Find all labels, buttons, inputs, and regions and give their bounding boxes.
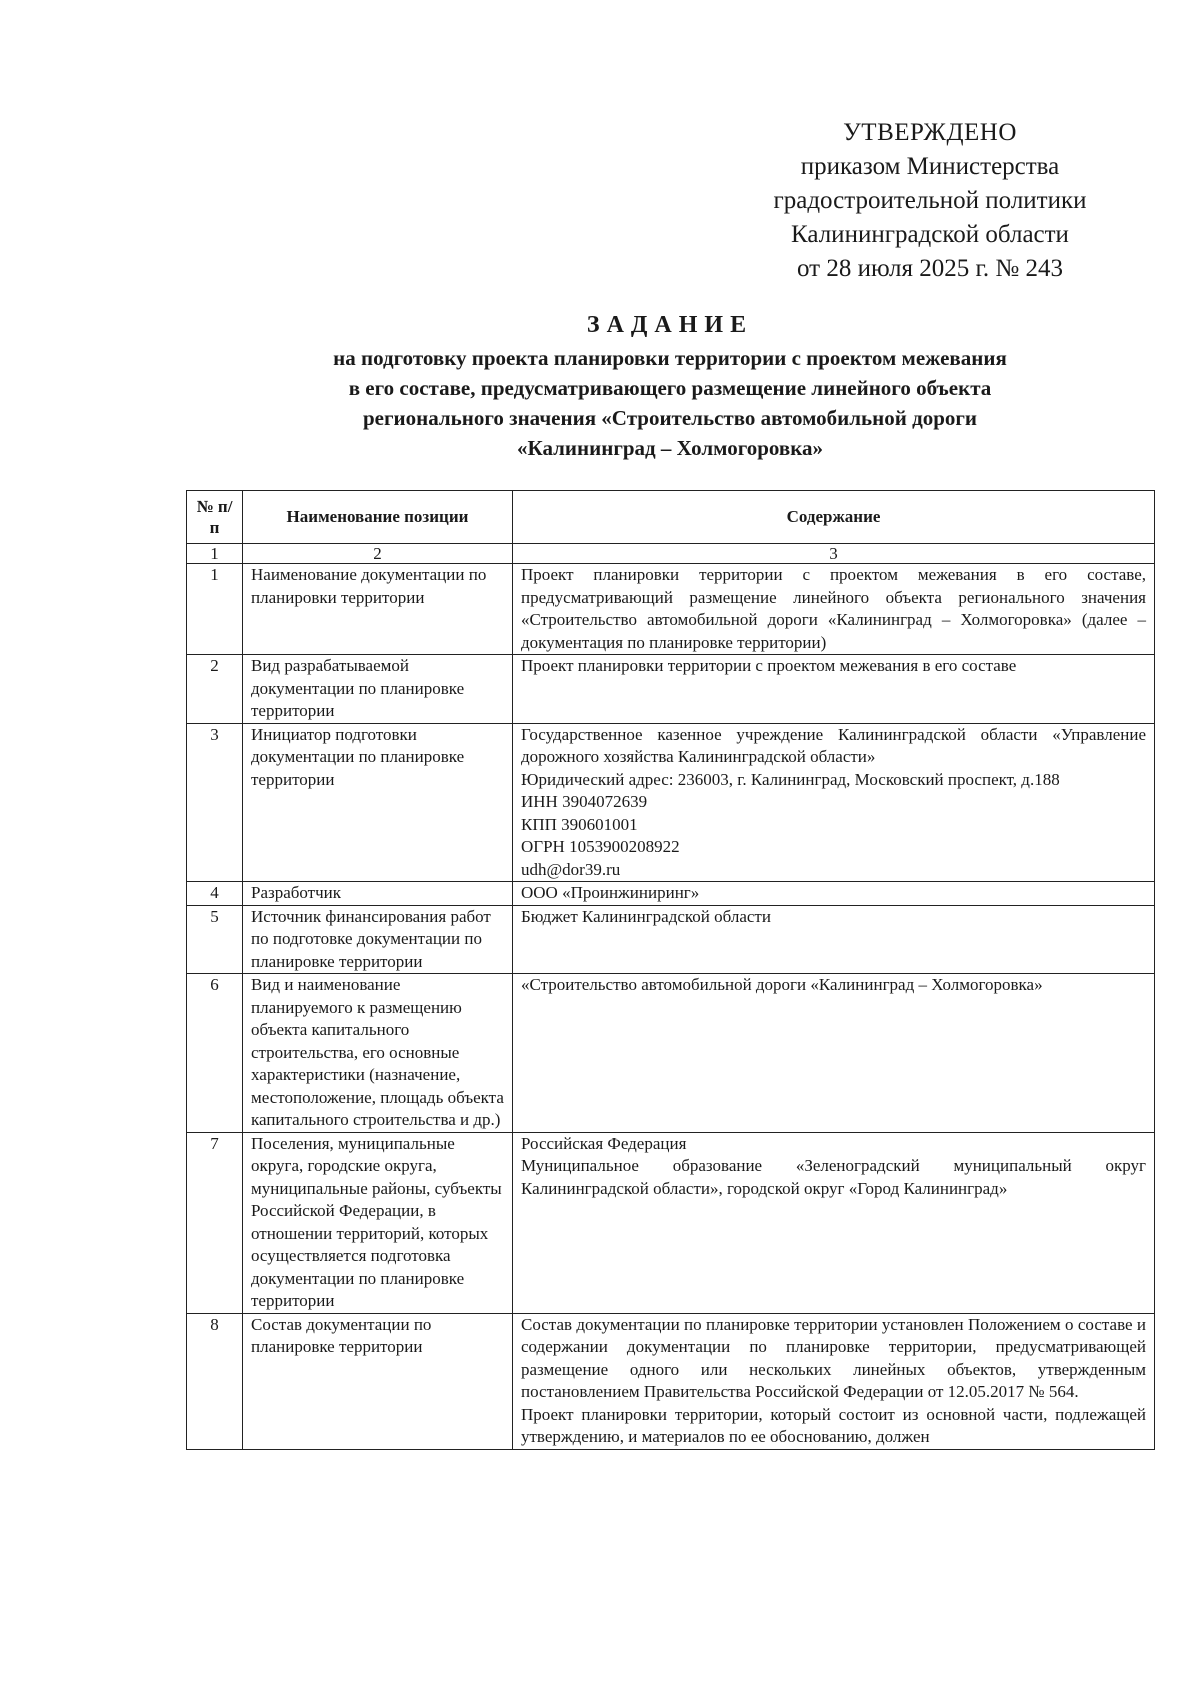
row-name: Состав документации по планировке территории bbox=[243, 1313, 513, 1449]
content-line: «Строительство автомобильной дороги «Калининград – Холмогоровка» bbox=[521, 975, 1043, 994]
content-line: ООО «Проинжиниринг» bbox=[521, 883, 700, 902]
content-line: Проект планировки территории с проектом межевания в его составе bbox=[521, 656, 1017, 675]
row-content bbox=[513, 974, 1155, 1133]
row-number: 6 bbox=[187, 974, 243, 1133]
approval-line: приказом Министерства bbox=[800, 153, 1060, 180]
title-word: ЗАДАНИЕ bbox=[586, 312, 754, 338]
row-content bbox=[513, 882, 1155, 906]
row-content bbox=[513, 1132, 1155, 1313]
title-line: на подготовку проекта планировки территории с проектом межевания bbox=[333, 346, 1007, 370]
content-line: ИНН 3904072639 bbox=[521, 792, 648, 811]
row-content bbox=[513, 1313, 1155, 1449]
row-number: 7 bbox=[187, 1132, 243, 1313]
row-number: 5 bbox=[187, 905, 243, 974]
column-number: 3 bbox=[513, 544, 1155, 564]
content-line: ОГРН 1053900208922 bbox=[521, 837, 680, 856]
approval-line: Калининградской области bbox=[791, 221, 1069, 248]
document-title bbox=[190, 308, 1150, 463]
content-line: udh@dor39.ru bbox=[521, 859, 621, 879]
title-line: в его составе, предусматривающего размещение линейного объекта bbox=[348, 376, 992, 400]
table-row bbox=[187, 564, 1155, 655]
row-name: Наименование документации по планировки территории bbox=[243, 564, 513, 655]
row-name: Вид и наименование планируемого к размещению объекта капитального строительства, его основные характеристики (назначение, местоположение, площадь объекта капитального строительства и др.) bbox=[243, 974, 513, 1133]
table-row bbox=[187, 974, 1155, 1133]
table-header-row bbox=[187, 491, 1155, 544]
row-name: Поселения, муниципальные округа, городские округа, муниципальные районы, субъекты Российской Федерации, в отношении территорий, которых осуществляется подготовка документации по планировке территории bbox=[243, 1132, 513, 1313]
table-row bbox=[187, 905, 1155, 974]
row-content bbox=[513, 723, 1155, 882]
content-line: Бюджет Калининградской области bbox=[521, 906, 771, 926]
row-number: 4 bbox=[187, 882, 243, 906]
row-number: 8 bbox=[187, 1313, 243, 1449]
approval-heading: УТВЕРЖДЕНО bbox=[843, 119, 1017, 146]
row-name: Инициатор подготовки документации по планировке территории bbox=[243, 723, 513, 882]
row-content bbox=[513, 564, 1155, 655]
column-number: 1 bbox=[187, 544, 243, 564]
content-line: Российская Федерация bbox=[521, 1133, 687, 1153]
approval-stamp bbox=[740, 116, 1120, 286]
row-name: Разработчик bbox=[243, 882, 513, 906]
table-row bbox=[187, 655, 1155, 724]
column-number: 2 bbox=[243, 544, 513, 564]
content-line: Муниципальное образование «Зеленоградский муниципальный округ Калининградской области», городской округ «Город Калининград» bbox=[521, 1156, 1146, 1198]
column-numbers-row bbox=[187, 544, 1155, 564]
row-number: 2 bbox=[187, 655, 243, 724]
table-row bbox=[187, 882, 1155, 906]
row-content bbox=[513, 655, 1155, 724]
row-name: Вид разрабатываемой документации по планировке территории bbox=[243, 655, 513, 724]
header-position-name: Наименование позиции bbox=[243, 491, 513, 544]
title-line: «Калининград – Холмогоровка» bbox=[517, 436, 823, 460]
title-line: регионального значения «Строительство автомобильной дороги bbox=[362, 406, 978, 430]
header-number: № п/п bbox=[187, 491, 243, 544]
task-table bbox=[186, 490, 1155, 1450]
content-line: Проект планировки территории, который состоит из основной части, подлежащей утверждению, и материалов по ее обоснованию, должен bbox=[521, 1404, 1146, 1446]
content-line: Состав документации по планировке территории установлен Положением о составе и содержании документации по планировке территории, предусматривающей размещение одного или нескольких линейных объектов, утвержденным постановлением Правительства Российской Федерации от 12.05.2017 № 564. bbox=[521, 1314, 1146, 1401]
content-line: Государственное казенное учреждение Калининградской области «Управление дорожного хозяйства Калининградской области» bbox=[521, 724, 1146, 766]
approval-date-line: от 28 июля 2025 г. № 243 bbox=[796, 255, 1064, 282]
table-row bbox=[187, 1313, 1155, 1449]
row-number: 1 bbox=[187, 564, 243, 655]
content-line: КПП 390601001 bbox=[521, 814, 638, 834]
table-row bbox=[187, 723, 1155, 882]
approval-line: градостроительной политики bbox=[773, 187, 1087, 214]
content-line: Проект планировки территории с проектом межевания в его составе, предусматривающий размещение линейного объекта регионального значения «Строительство автомобильной дороги «Калининград – Холмогоровка» (далее – документация по планировке территории) bbox=[521, 565, 1146, 652]
row-content bbox=[513, 905, 1155, 974]
content-line: Юридический адрес: 236003, г. Калининград, Московский проспект, д.188 bbox=[521, 769, 1060, 789]
row-number: 3 bbox=[187, 723, 243, 882]
row-name: Источник финансирования работ по подготовке документации по планировке территории bbox=[243, 905, 513, 974]
table-row bbox=[187, 1132, 1155, 1313]
header-content: Содержание bbox=[513, 491, 1155, 544]
